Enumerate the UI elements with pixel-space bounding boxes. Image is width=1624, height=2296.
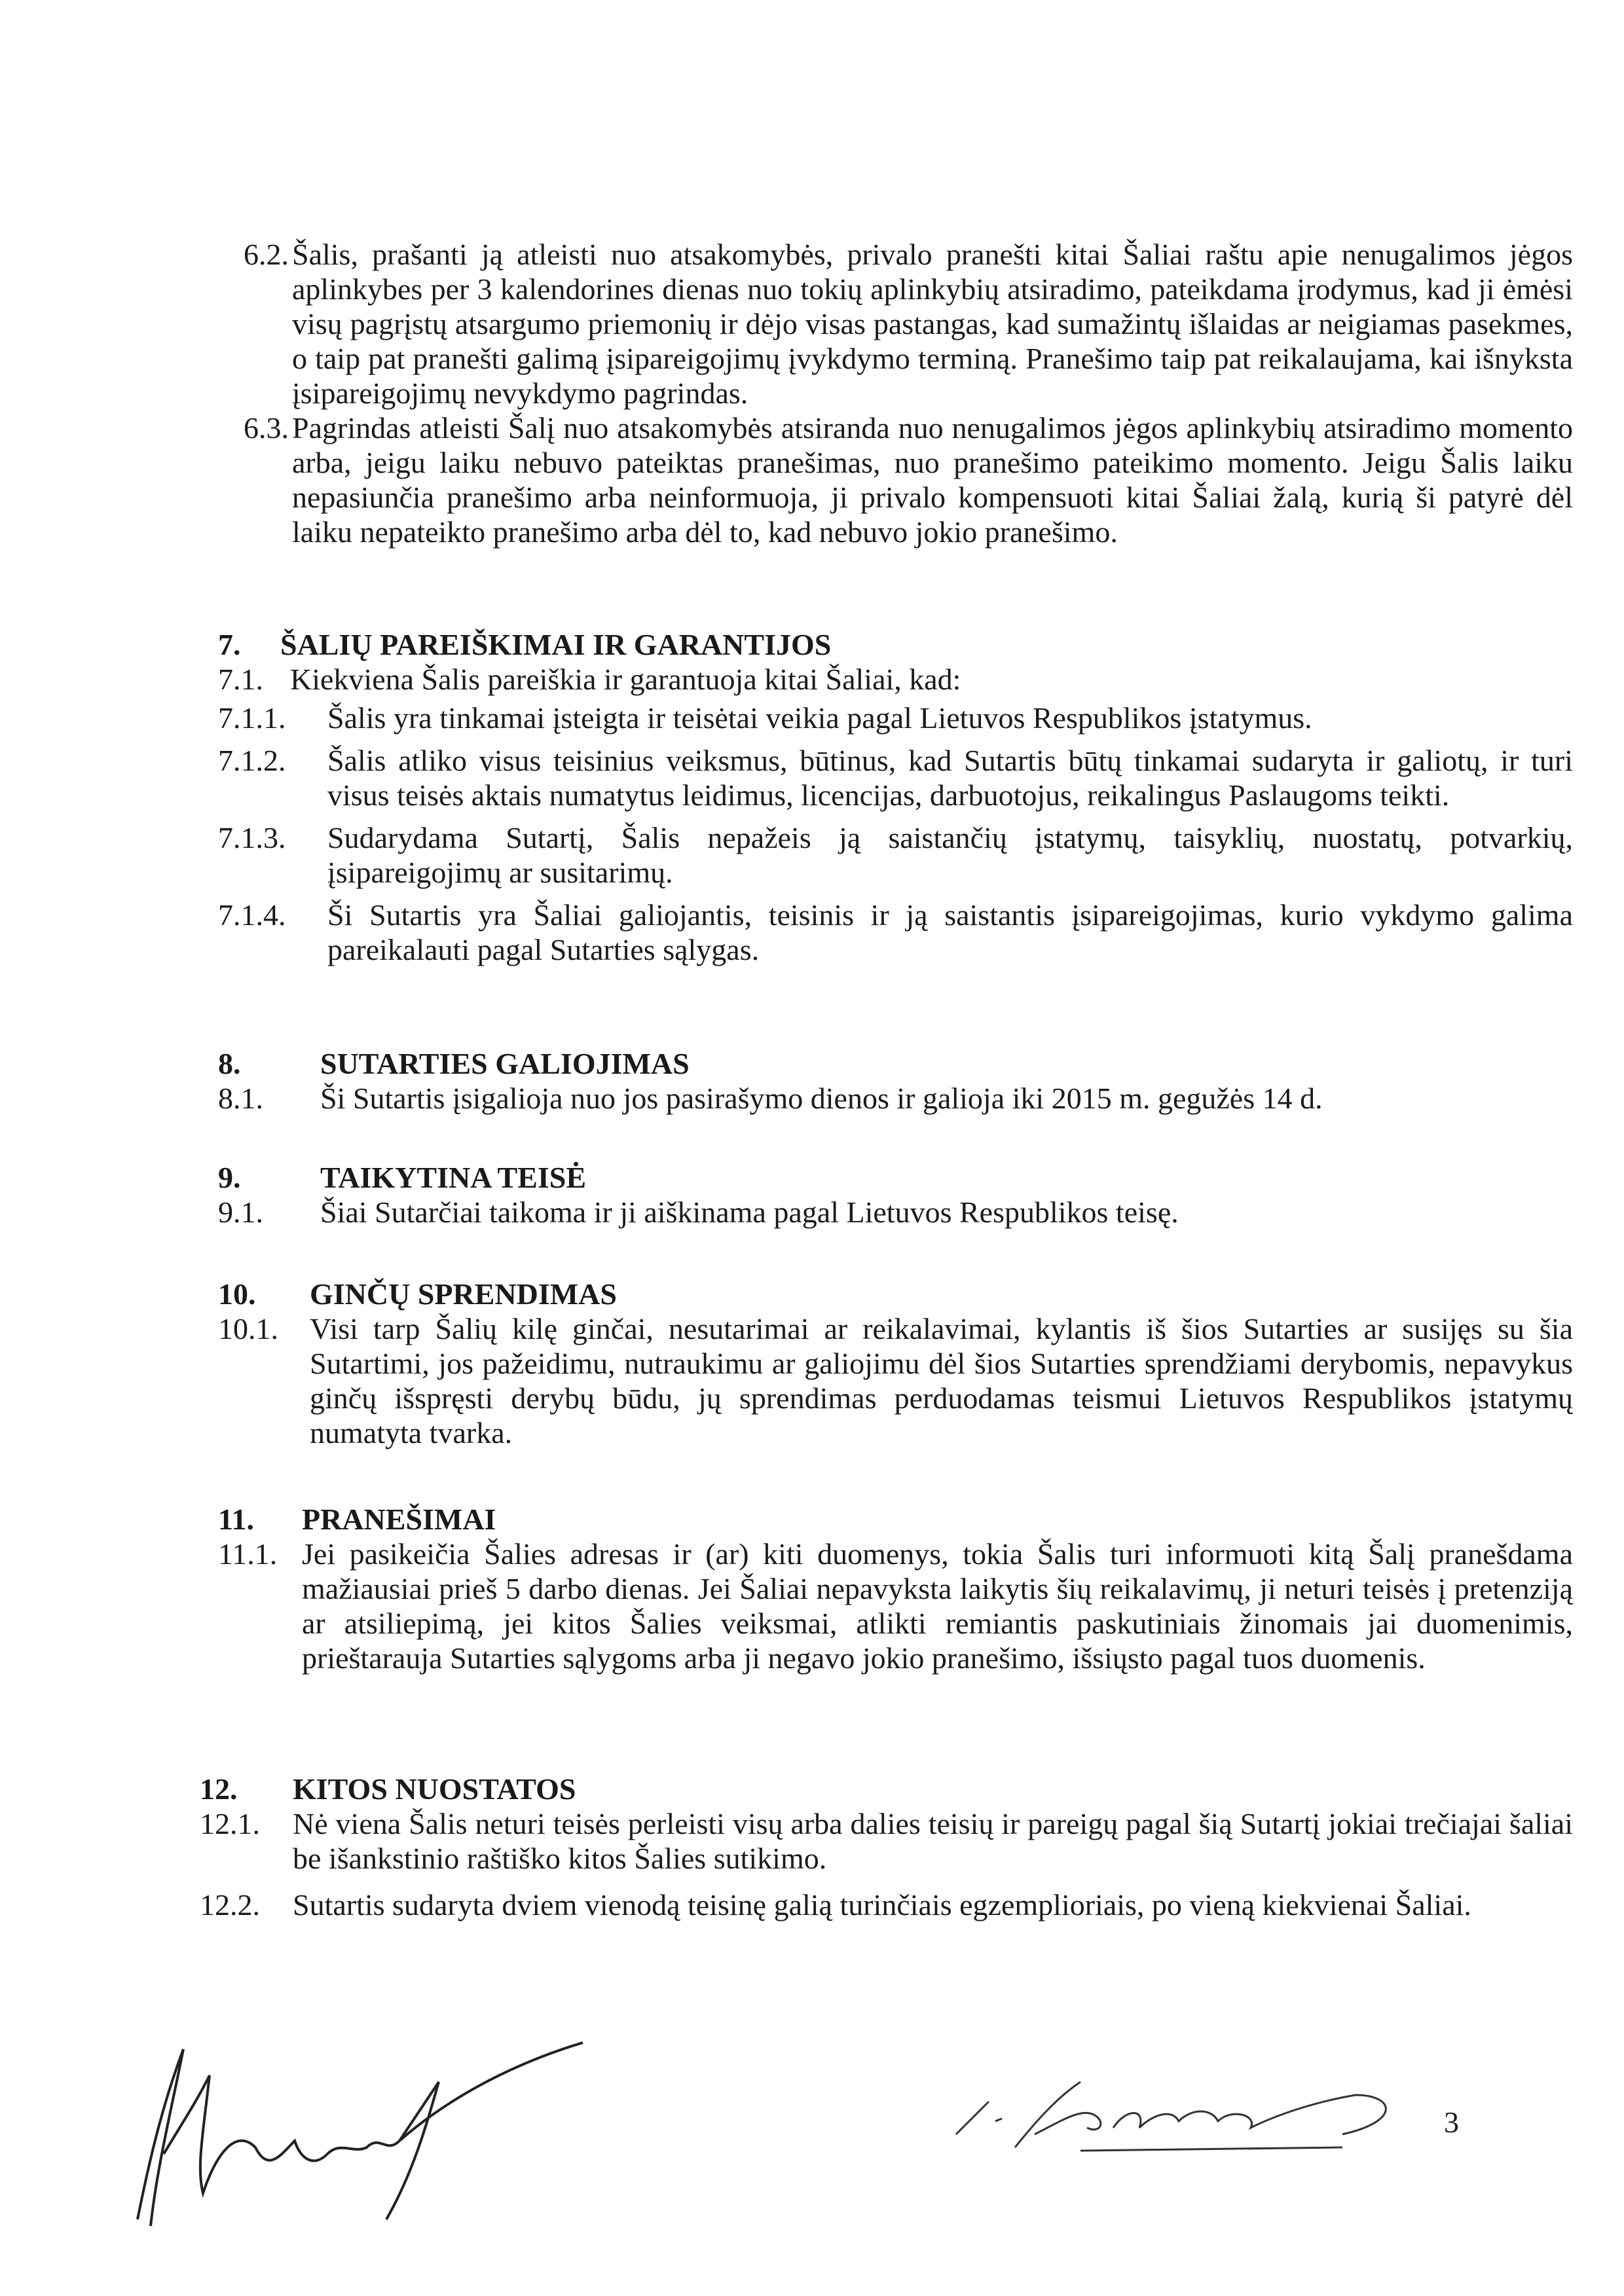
clause-number: 12.2. — [200, 1888, 260, 1922]
clause-text: Ši Sutartis įsigalioja nuo jos pasirašymo dienos ir galioja iki 2015 m. gegužės 14 d. — [320, 1082, 1323, 1115]
clause-text: Pagrindas atleisti Šalį nuo atsakomybės atsiranda nuo nenugalimos jėgos aplinkybių atsiradimo momento arba, jeigu laiku nebuvo pateiktas pranešimas, nuo pranešimo pateikimo momento. Jeigu Šalis laiku nepasiunčia pranešimo arba neinformuoja, ji privalo kompensuoti kitai Šaliai žalą, kurią ši patyrė dėl laiku nepateikto pranešimo arba dėl to, kad nebuvo jokio pranešimo. — [292, 411, 1573, 549]
section-heading — [218, 1160, 1573, 1195]
section-6 — [244, 237, 1573, 549]
clause-number: 7.1.3. — [218, 821, 286, 854]
clause-number: 7.1.4. — [218, 898, 286, 932]
section-12 — [200, 1772, 1573, 1922]
clause-text: Kiekviena Šalis pareiškia ir garantuoja kitai Šaliai, kad: — [290, 663, 961, 696]
clause-number: 6.3. — [244, 411, 289, 445]
clause-text: Ši Sutartis yra Šaliai galiojantis, teisinis ir ją saistantis įsipareigojimas, kurio vykdymo galima pareikalauti pagal Sutarties sąlygas. — [327, 898, 1573, 966]
clause-text: Šalis atliko visus teisinius veiksmus, būtinus, kad Sutartis būtų tinkamai sudaryta ir galiotų, ir turi visus teisės aktais numatytus leidimus, licencijas, darbuotojus, reikalingus Paslaugoms teikti. — [327, 744, 1573, 812]
clause-6-2 — [244, 237, 1573, 410]
clause-number: 7.1. — [218, 663, 263, 696]
clause-text: Sudarydama Sutartį, Šalis nepažeis ją saistančių įstatymų, taisyklių, nuostatų, potvarkių, įsipareigojimų ar susitarimų. — [327, 821, 1573, 889]
clause-8-1 — [218, 1081, 1573, 1116]
section-11 — [218, 1502, 1573, 1675]
clause-9-1 — [218, 1195, 1573, 1230]
section-number: 10. — [218, 1277, 256, 1311]
clause-number: 12.1. — [200, 1807, 260, 1840]
clause-text: Šiai Sutarčiai taikoma ir ji aiškinama pagal Lietuvos Respublikos teisę. — [320, 1195, 1179, 1229]
clause-number: 6.2. — [244, 238, 289, 271]
clause-text: Nė viena Šalis neturi teisės perleisti visų arba dalies teisių ir pareigų pagal šią Sutartį jokiai trečiajai šaliai be išankstinio raštiško kitos Šalies sutikimo. — [293, 1807, 1573, 1875]
clause-7-1-3 — [218, 820, 1573, 890]
clause-6-3 — [244, 410, 1573, 549]
section-heading — [200, 1772, 1573, 1806]
clause-text: Visi tarp Šalių kilę ginčai, nesutarimai ar reikalavimai, kylantis iš šios Sutarties ar susijęs su šia Sutartimi, jos pažeidimu, nutraukimu ar galiojimu dėl šios Sutarties sprendžiami derybomis, nepavykus ginčų išspręsti derybų būdu, jų sprendimas perduodamas teismui Lietuvos Respublikos įstatymų numatyta tvarka. — [310, 1312, 1573, 1449]
clause-number: 9.1. — [218, 1195, 263, 1229]
section-number: 9. — [218, 1161, 241, 1194]
section-heading — [218, 1277, 1573, 1311]
clause-7-1-2 — [218, 743, 1573, 812]
section-title: GINČŲ SPRENDIMAS — [310, 1277, 617, 1311]
section-title: ŠALIŲ PAREIŠKIMAI IR GARANTIJOS — [280, 628, 832, 661]
clause-7-1-1 — [218, 701, 1573, 735]
clause-text: Jei pasikeičia Šalies adresas ir (ar) kiti duomenys, tokia Šalis turi informuoti kitą Šalį pranešdama mažiausiai prieš 5 darbo dienas. Jei Šaliai nepavyksta laikytis šių reikalavimų, ji neturi teisės į pretenziją ar atsiliepimą, jei kitos Šalies veiksmai, atlikti remiantis paskutiniais žinomais jai duomenimis, prieštarauja Sutarties sąlygoms arba ji negavo jokio pranešimo, išsiųsto pagal tuos duomenis. — [302, 1537, 1573, 1675]
section-title: PRANEŠIMAI — [302, 1503, 496, 1536]
section-heading — [218, 1046, 1573, 1081]
clause-12-2 — [200, 1887, 1573, 1922]
section-8 — [218, 1046, 1573, 1116]
clause-text: Šalis yra tinkamai įsteigta ir teisėtai veikia pagal Lietuvos Respublikos įstatymus. — [327, 701, 1312, 735]
section-title: TAIKYTINA TEISĖ — [320, 1161, 587, 1194]
clause-7-1 — [218, 662, 1573, 697]
section-9 — [218, 1160, 1573, 1230]
signature-right — [950, 2056, 1421, 2174]
section-number: 7. — [218, 628, 241, 661]
page-number: 3 — [1444, 2105, 1459, 2139]
signature-left — [124, 2023, 596, 2239]
section-number: 12. — [200, 1772, 238, 1806]
section-heading — [218, 1502, 1573, 1537]
clause-number: 11.1. — [218, 1537, 278, 1571]
clause-number: 8.1. — [218, 1082, 263, 1115]
clause-12-1 — [200, 1806, 1573, 1876]
section-title: SUTARTIES GALIOJIMAS — [320, 1047, 690, 1080]
clause-number: 7.1.2. — [218, 744, 286, 777]
section-number: 11. — [218, 1503, 254, 1536]
clause-10-1 — [218, 1311, 1573, 1450]
section-10 — [218, 1277, 1573, 1450]
section-7 — [218, 627, 1573, 967]
clause-7-1-4 — [218, 898, 1573, 967]
clause-text: Sutartis sudaryta dviem vienodą teisinę galią turinčiais egzemplioriais, po vieną kiekvienai Šaliai. — [293, 1888, 1471, 1922]
clause-number: 10.1. — [218, 1312, 278, 1345]
clause-text: Šalis, prašanti ją atleisti nuo atsakomybės, privalo pranešti kitai Šaliai raštu apie nenugalimos jėgos aplinkybes per 3 kalendorines dienas nuo tokių aplinkybių atsiradimo, pateikdama įrodymus, kad ji ėmėsi visų pagrįstų atsargumo priemonių ir dėjo visas pastangas, kad sumažintų išlaidas ar neigiamas pasekmes, o taip pat pranešti galimą įsipareigojimų įvykdymo terminą. Pranešimo taip pat reikalaujama, kai išnyksta įsipareigojimų nevykdymo pagrindas. — [292, 238, 1573, 410]
section-heading — [218, 627, 1573, 662]
clause-number: 7.1.1. — [218, 701, 286, 735]
section-number: 8. — [218, 1047, 241, 1080]
section-title: KITOS NUOSTATOS — [293, 1772, 576, 1806]
clause-11-1 — [218, 1537, 1573, 1675]
